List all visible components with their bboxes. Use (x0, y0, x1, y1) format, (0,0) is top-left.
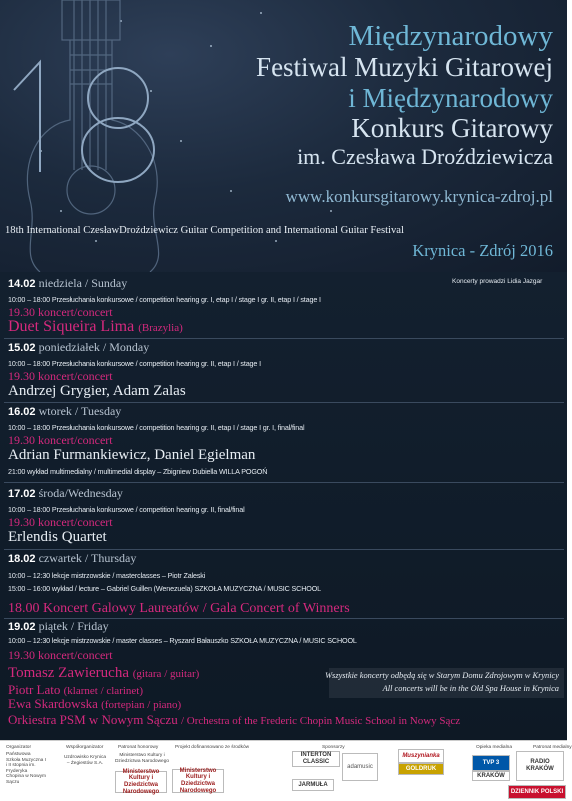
day-3-line-1: 10:00 – 18:00 Przesłuchania konkursowe / competition hearing gr. II, etap I / stage I gr. I, final/final (8, 423, 305, 432)
poster-header (0, 0, 567, 272)
title-line-3: i Międzynarodowy (348, 83, 553, 113)
ministry-logo-2: Ministerstwo Kultury i Dziedzictwa Narodowego (172, 769, 224, 793)
day-5-line-2: 15:00 – 16:00 wykład / lecture – Gabriel Guillen (Wenezuela) SZKOŁA MUZYCZNA / MUSIC SCHOOL (8, 584, 321, 593)
day-3-artist: Adrian Furmankiewicz, Daniel Egielman (8, 447, 256, 463)
day-2-artist: Andrzej Grygier, Adam Zalas (8, 383, 186, 399)
day-6-concert: 19.30 koncert/concert (8, 648, 113, 662)
day-1-line-1: 10:00 – 18:00 Przesłuchania konkursowe / competition hearing gr. I, etap I / stage I gr. II, etap I / stage I (8, 295, 321, 304)
partner-label: Patronat medialny (533, 745, 572, 750)
venue-note-en: All concerts will be in the Old Spa House in Krynica (382, 684, 559, 693)
day-2-line-1: 10:00 – 18:00 Przesłuchania konkursowe / competition hearing gr. II, etap I / stage I (8, 359, 261, 368)
performer-3: Ewa Skardowska (fortepian / piano) (8, 696, 182, 711)
big-number-outline (14, 62, 154, 182)
divider (4, 338, 564, 339)
dziennik-polski-logo: DZIENNIK POLSKI (508, 785, 566, 799)
host-note: Koncerty prowadzi Lidia Jazgar (452, 278, 543, 285)
title-line-5: im. Czesława Droździewicza (297, 144, 553, 169)
day-3-concert: 19.30 koncert/concert (8, 433, 113, 447)
day-2-date: 15.02 poniedziałek / Monday (8, 340, 150, 354)
sponsors-label: Sponsorzy (322, 745, 345, 750)
day-6-date: 19.02 piątek / Friday (8, 619, 109, 633)
day-4-line-1: 10:00 – 18:00 Przesłuchania konkursowe / competition hearing gr. II, final/final (8, 505, 245, 514)
organizer-label: Organizator (6, 745, 32, 750)
divider (4, 549, 564, 550)
day-1-date: 14.02 niedziela / Sunday (8, 276, 128, 290)
funding-label: Projekt dofinansowano ze środków (175, 745, 250, 750)
day-5-line-1: 10:00 – 12:30 lekcje mistrzowskie / masterclasses – Piotr Zaleski (8, 571, 206, 580)
divider (4, 482, 564, 483)
tvp3-logo: TVP 3 (472, 755, 510, 771)
performer-1: Tomasz Zawierucha (gitara / guitar) (8, 665, 200, 681)
day-1-concert: 19.30 koncert/concert (8, 305, 113, 319)
day-4-date: 17.02 środa/Wednesday (8, 486, 123, 500)
title-line-4: Konkurs Gitarowy (351, 113, 553, 143)
day-2-concert: 19.30 koncert/concert (8, 369, 113, 383)
location-year: Krynica - Zdrój 2016 (412, 241, 553, 260)
organizer-text: Państwowa Szkoła Muzyczna I i II stopnia im. Fryderyka Chopina w Nowym Sączu (6, 752, 46, 785)
performer-4: Orkiestra PSM w Nowym Sączu / Orchestra of the Frederic Chopin Music School in Nowy Sącz (8, 712, 461, 727)
divider (4, 402, 564, 403)
day-6-line-1: 10:00 – 12:30 lekcje mistrzowskie / master classes – Ryszard Bałauszko SZKOŁA MUZYCZNA / MUSIC SCHOOL (8, 636, 357, 645)
patron-label: Patronat honorowy (118, 745, 159, 750)
goldruk-logo: GOLDRUK (398, 763, 444, 775)
patron-text: Ministerstwo Kultury i Dziedzictwa Narodowego (114, 753, 170, 764)
day-5-gala: 18.00 Koncert Galowy Laureatów / Gala Concert of Winners (8, 601, 350, 616)
day-5-date: 18.02 czwartek / Thursday (8, 551, 137, 565)
co-organizer-text: Uzdrowisko Krynica – Żegiestów S.A. (63, 755, 107, 766)
media-label: Opieka medialna (476, 745, 512, 750)
interton-logo: INTERTON CLASSIC (292, 751, 340, 767)
title-line-1: Międzynarodowy (348, 20, 553, 52)
adamusic-logo: adamusic (342, 753, 378, 781)
sponsors-footer (0, 740, 572, 801)
ministry-logo: Ministerstwo Kultury i Dziedzictwa Narodowego (115, 771, 167, 793)
day-4-concert: 19.30 koncert/concert (8, 515, 113, 529)
krakow-logo: KRAKÓW (472, 771, 510, 781)
title-line-2: Festiwal Muzyki Gitarowej (256, 52, 553, 82)
day-3-date: 16.02 wtorek / Tuesday (8, 404, 122, 418)
day-1-artist: Duet Siqueira Lima (Brazylia) (8, 318, 183, 335)
muszynianka-logo: Muszynianka (398, 749, 444, 763)
english-title: 18th International CzesławDroździewicz Guitar Competition and International Guitar Festival (5, 225, 404, 236)
day-4-artist: Erlendis Quartet (8, 529, 107, 545)
website-url[interactable]: www.konkursgitarowy.krynica-zdroj.pl (285, 187, 553, 206)
co-organizer-label: Współorganizator (66, 745, 104, 750)
performer-2: Piotr Lato (klarnet / clarinet) (8, 682, 144, 697)
venue-note-pl: Wszystkie koncerty odbędą się w Starym Domu Zdrojowym w Krynicy (325, 671, 559, 680)
day-3-extra: 21:00 wykład multimedialny / multimedial display – Zbigniew Dubiella WILLA POGOŃ (8, 467, 268, 476)
jarmula-logo: JARMUŁA (292, 779, 334, 791)
radio-krakow-logo: RADIO KRAKÓW (516, 751, 564, 781)
